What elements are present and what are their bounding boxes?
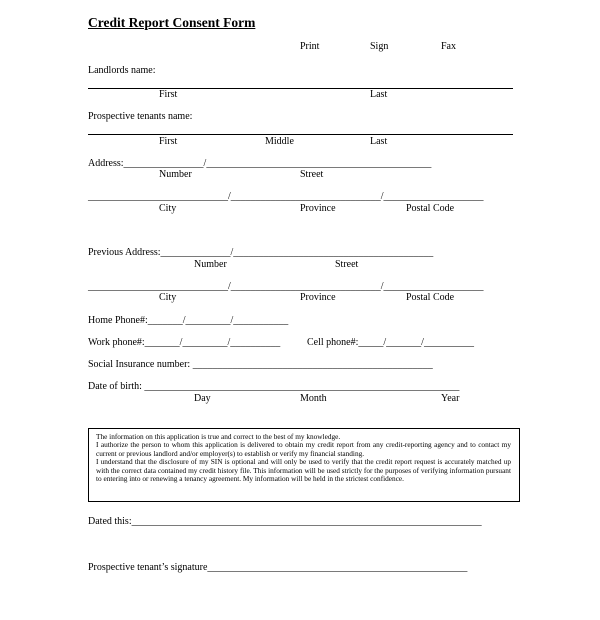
- address-line[interactable]: Address:________________/_____________________________________________: [88, 158, 432, 169]
- form-title: Credit Report Consent Form: [88, 15, 256, 30]
- tenant-name-label: Prospective tenants name:: [88, 111, 193, 122]
- address-postal-label: Postal Code: [406, 203, 455, 214]
- previous-postal-label: Postal Code: [406, 292, 455, 303]
- previous-number-label: Number: [194, 259, 227, 270]
- signature-line[interactable]: Prospective tenant’s signature____________________________________________________: [88, 562, 468, 573]
- previous-street-label: Street: [335, 259, 359, 270]
- previous-city-label: City: [159, 292, 177, 303]
- address-province-label: Province: [300, 203, 336, 214]
- landlord-first-label: First: [159, 89, 178, 100]
- cell-phone-line[interactable]: Cell phone#:_____/_______/__________: [307, 337, 474, 348]
- address-city-line[interactable]: ____________________________/______________________________/____________________: [88, 191, 484, 202]
- dob-month-label: Month: [300, 393, 327, 404]
- tenant-name-line[interactable]: [88, 134, 513, 135]
- consent-statement-box: [88, 428, 520, 502]
- address-street-label: Street: [300, 169, 324, 180]
- dob-day-label: Day: [194, 393, 211, 404]
- address-city-label: City: [159, 203, 177, 214]
- address-number-label: Number: [159, 169, 192, 180]
- tenant-last-label: Last: [370, 136, 388, 147]
- consent-line-3: I understand that the disclosure of my SIN is optional and will only be used to verify that the credit report request is accurately matched up with the correct data contained my credit history file. This information will be used strictly for the purposes of verifying information pursuant to entering into or renewing a tenancy agreement. My information will be held in the strictest confidence.: [96, 457, 511, 484]
- previous-address-line[interactable]: Previous Address:______________/________________________________________: [88, 247, 434, 258]
- tenant-first-label: First: [159, 136, 178, 147]
- landlord-name-label: Landlords name:: [88, 65, 156, 76]
- dob-line[interactable]: Date of birth: _______________________________________________________________: [88, 381, 460, 392]
- consent-line-2: I authorize the person to whom this application is delivered to obtain my credit report from any credit-reporting agency and to contact my current or previous landlord and/or employer(s) to establish or verify my financial standing.: [96, 440, 511, 458]
- consent-line-1: The information on this application is true and correct to the best of my knowledge.: [96, 432, 341, 441]
- tenant-middle-label: Middle: [265, 136, 294, 147]
- dob-year-label: Year: [441, 393, 460, 404]
- previous-city-line[interactable]: ____________________________/______________________________/____________________: [88, 281, 484, 292]
- landlord-name-line[interactable]: [88, 88, 513, 89]
- option-sign: Sign: [370, 41, 389, 52]
- option-print: Print: [300, 41, 320, 52]
- landlord-last-label: Last: [370, 89, 388, 100]
- option-fax: Fax: [441, 41, 456, 52]
- dated-line[interactable]: Dated this:______________________________________________________________________: [88, 516, 482, 527]
- home-phone-line[interactable]: Home Phone#:_______/_________/___________: [88, 315, 289, 326]
- sin-line[interactable]: Social Insurance number: ________________________________________________: [88, 359, 433, 370]
- work-phone-line[interactable]: Work phone#:_______/_________/__________: [88, 337, 281, 348]
- previous-province-label: Province: [300, 292, 336, 303]
